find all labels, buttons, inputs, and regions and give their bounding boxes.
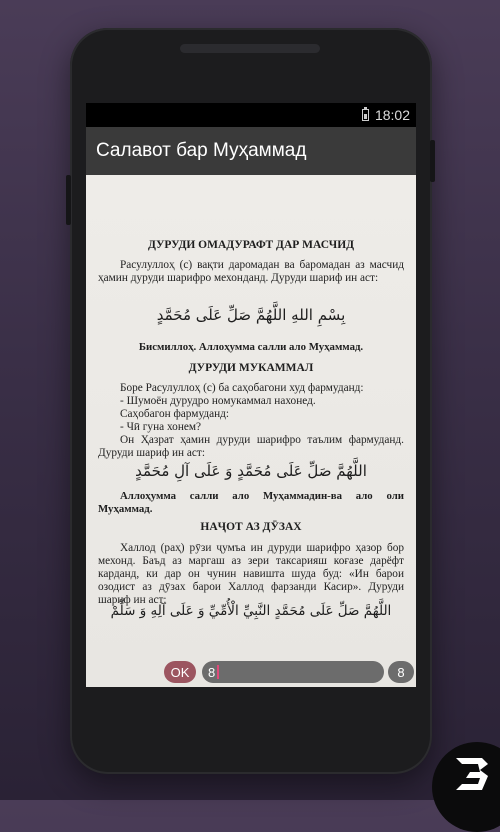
logo-mark-icon [452,754,496,794]
speaker-grille [180,44,320,53]
power-button [430,140,435,182]
paragraph-1: Расулуллоҳ (с) вақти даромадан ва баромадан аз масчид ҳамин дуруди шарифро мехонданд. Дуруди шариф ин аст: [98,259,404,284]
paragraph-2-line-5: Он Ҳазрат ҳамин дуруди шарифро таълим фармуданд. Дуруди шариф ин аст: [98,434,404,459]
page-navigation-bar [86,657,416,687]
paragraph-2-line-3: Саҳобагон фармуданд: [120,408,230,420]
paragraph-2-line-1: Боре Расулуллоҳ (с) ба саҳобагони худ фармуданд: [120,382,364,394]
app-title: Салавот бар Муҳаммад [96,140,307,161]
volume-button [66,175,71,225]
page-total-badge: 8 [388,661,414,683]
status-bar [86,103,416,127]
text-cursor [217,665,219,679]
document-page[interactable] [86,175,416,687]
ok-button[interactable]: OK [164,661,196,683]
battery-icon [362,109,369,121]
arabic-text-1: بِسْمِ اللهِ اللَّهُمَّ صَلِّ عَلَى مُحَمَّدٍ [156,306,346,324]
app-bar [86,127,416,175]
screen [86,103,416,687]
status-time: 18:02 [374,107,410,123]
brand-logo [432,742,500,832]
arabic-text-2: اللَّهُمَّ صَلِّ عَلَى مُحَمَّدٍ وَ عَلَى آلِ مُحَمَّدٍ [135,462,367,480]
paragraph-3: Халлод (раҳ) рӯзи ҷумъа ин дуруди шарифро ҳазор бор мехонд. Баъд аз маргаш аз зери таксарияш коғазе дарёфт карданд, ки дар он чунин навишта шуда буд: «Ин барои озодист аз дӯзах барои Халлод фарзанди Касир». Дуруди шариф ин аст: [98,542,404,606]
heading-2: ДУРУДИ МУКАММАЛ [188,362,314,374]
paragraph-2-line-2: - Шумоён дурудро номукаммал нахонед. [120,395,316,407]
transliteration-1: Бисмиллоҳ. Аллоҳумма салли ало Муҳаммад. [138,341,364,353]
heading-3: НАҶОТ АЗ ДӮЗАХ [200,521,302,533]
arabic-text-3: اللَّهُمَّ صَلِّ عَلَى مُحَمَّدٍ النَّبِيِّ الْأُمِّيِّ وَ عَلَى آلِهِ وَ سَلِّمْ [110,603,392,619]
page-number-value: 8 [208,664,216,680]
page-number-input[interactable] [202,661,384,683]
transliteration-2: Аллоҳумма салли ало Муҳаммадин-ва ало оли Муҳаммад. [98,490,404,515]
paragraph-2-line-4: - Чӣ гуна хонем? [120,421,202,433]
heading-1: ДУРУДИ ОМАДУРАФТ ДАР МАСЧИД [147,239,355,251]
